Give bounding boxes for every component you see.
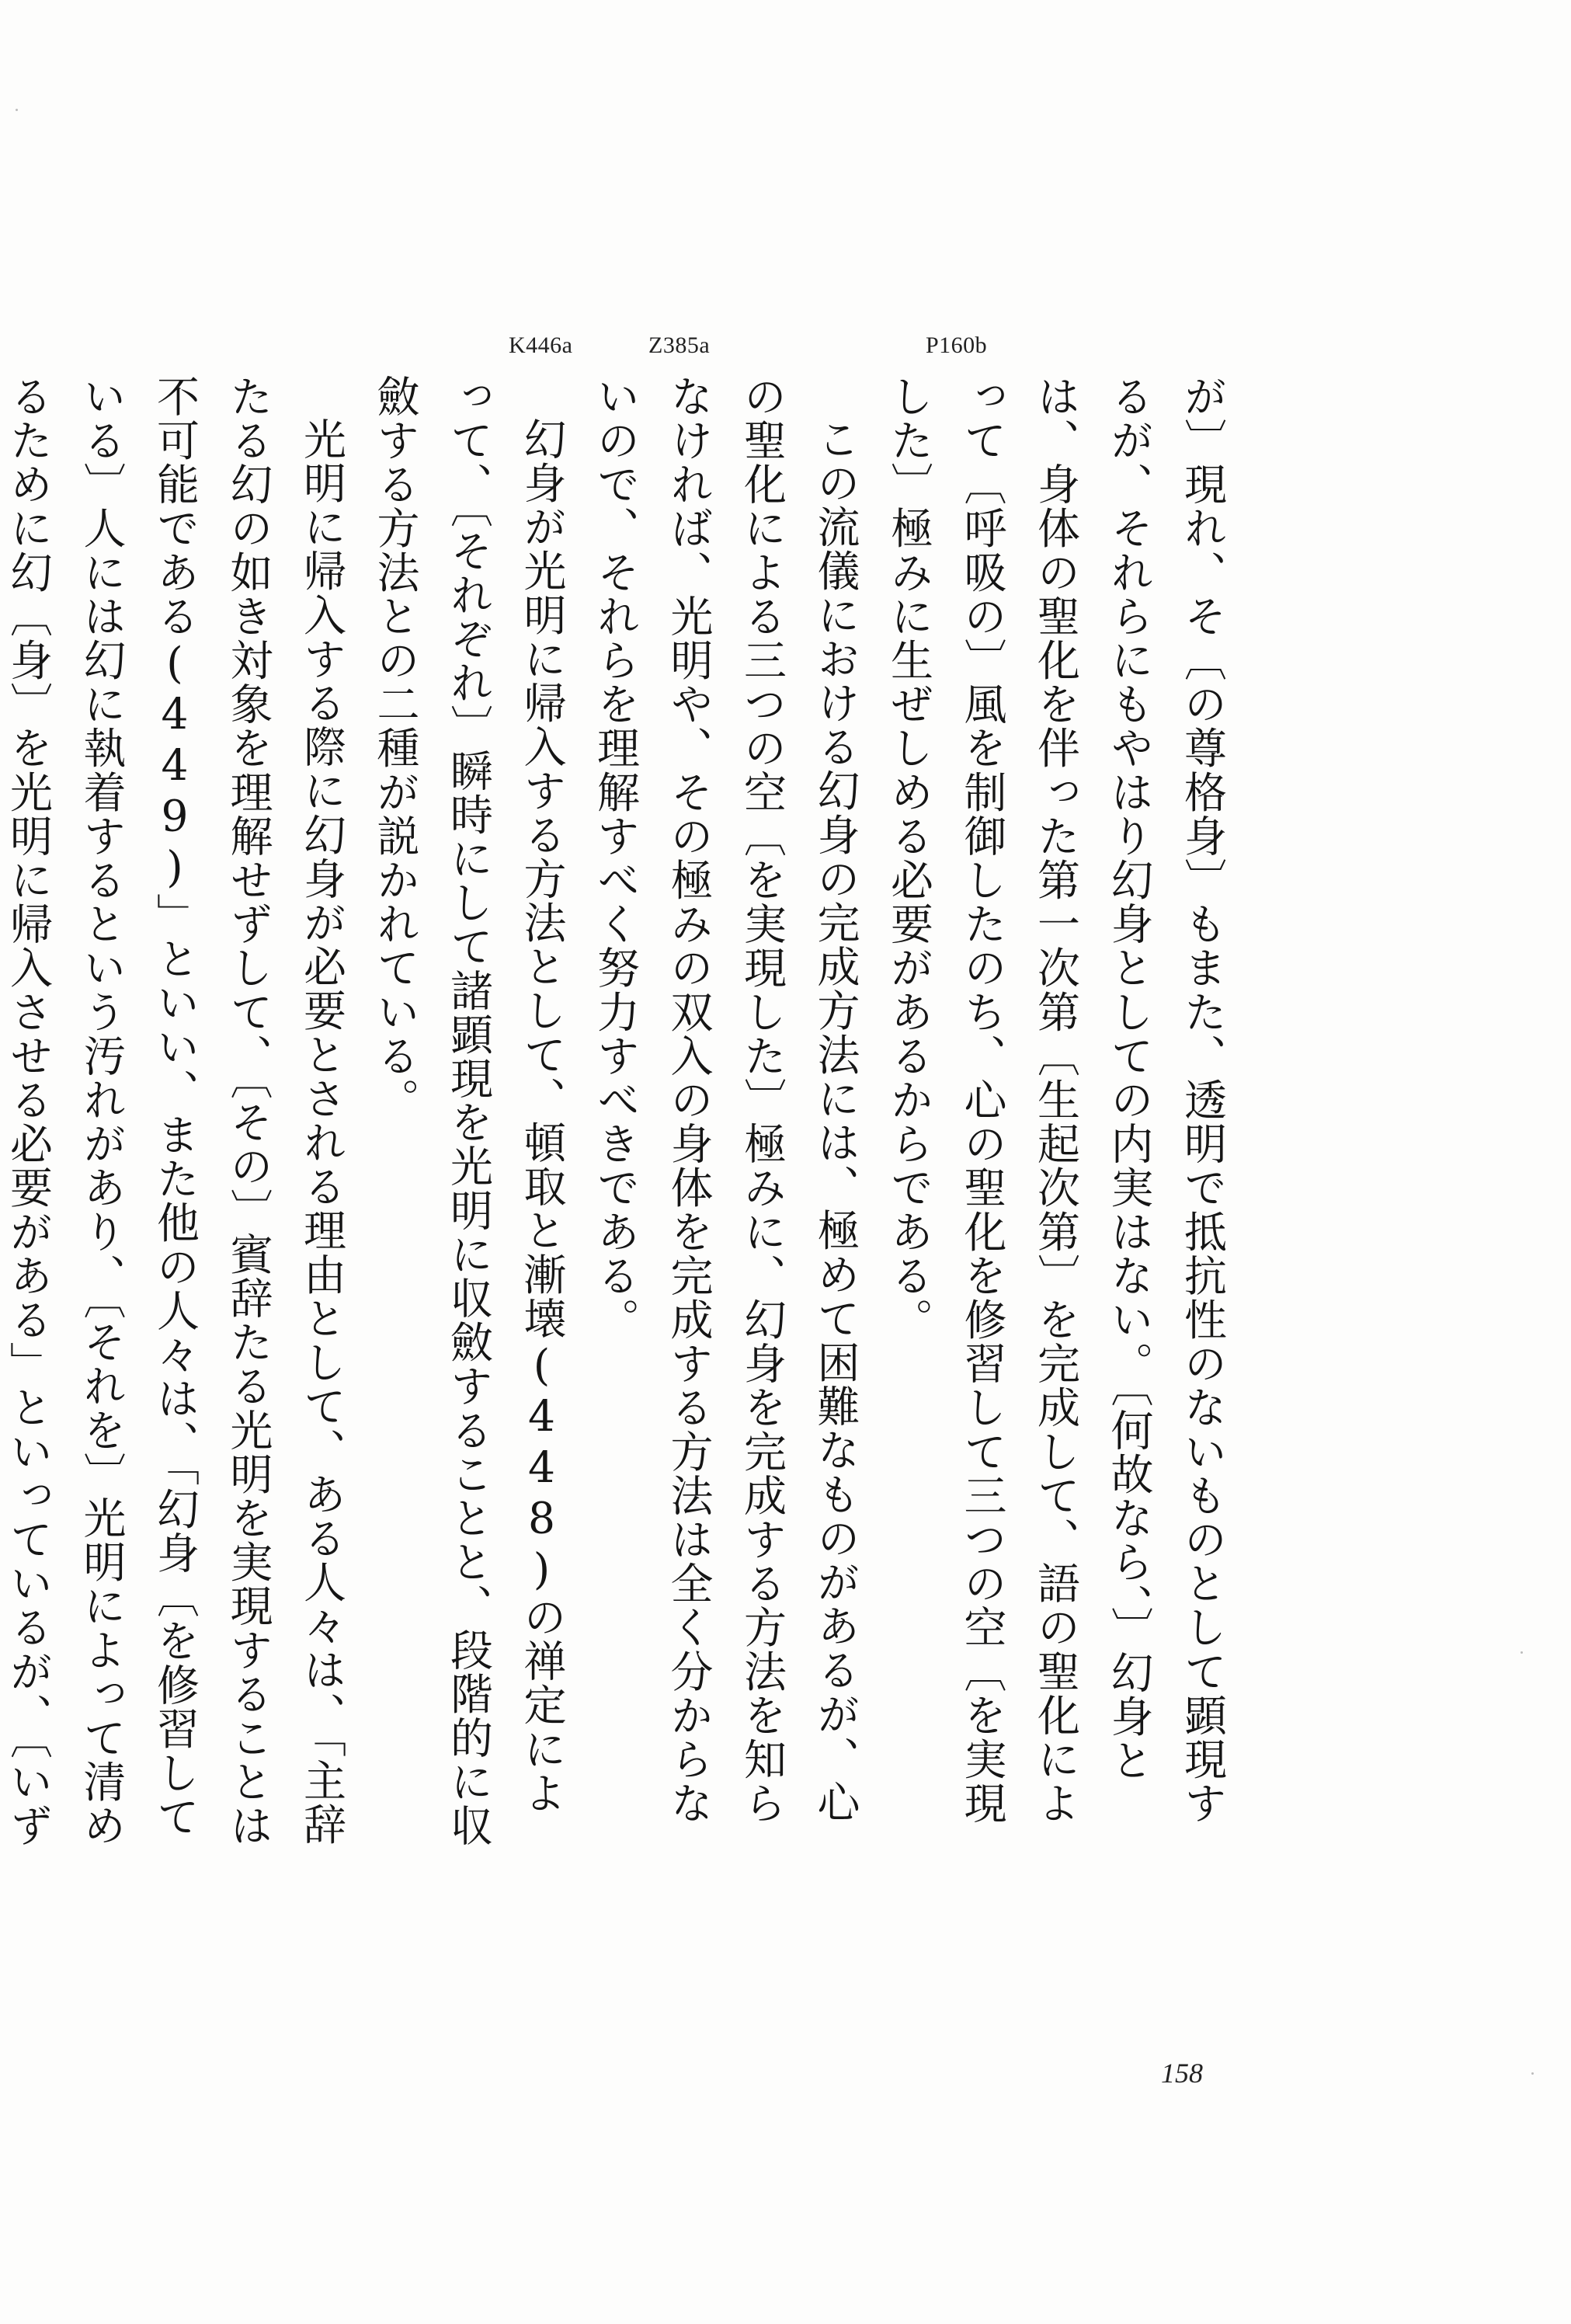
paragraph: この流儀における幻身の完成方法には、極めて困難なものがあるが、心の聖化による三つの空〔を実現した〕極みに、幻身を完成する方法を知らなければ、光明や、その極みの双入の身体を完成する方法は全く分からないので、それらを理解すべく努力すべきである。: [590, 374, 860, 1825]
margin-reference-z: Z385a: [648, 332, 711, 358]
scan-speck: [16, 109, 18, 111]
scan-speck: [1531, 2072, 1534, 2075]
paragraph: 幻身が光明に帰入する方法として、頓取と漸壊(448)の禅定によって、〔それぞれ〕瞬時にして諸顕現を光明に収斂することと、段階的に収斂する方法との二種が説かれている。: [370, 374, 567, 1848]
body-text: [3, 374, 1239, 1850]
paragraph-continued: が〕現れ、そ〔の尊格身〕もまた、透明で抵抗性のないものとして顕現するが、それらにもやはり幻身としての内実はない。〔何故なら、〕幻身とは、身体の聖化を伴った第一次第〔生起次第〕を完成して、語の聖化によって〔呼吸の〕風を制御したのち、心の聖化を修習して三つの空〔を実現した〕極みに生ぜしめる必要があるからである。: [884, 374, 1227, 1825]
scan-speck: [1521, 1651, 1523, 1654]
paragraph: 光明に帰入する際に幻身が必要とされる理由として、ある人々は、「主辞たる幻の如き対象を理解せずして、〔その〕賓辞たる光明を実現することは不可能である(449)」といい、また他の人々は、「幻身〔を修習している〕人には幻に執着するという汚れがあり、〔それを〕光明によって清めるために幻〔身〕を光明に帰入させる必要がある」といっているが、〔いず: [3, 374, 346, 1848]
page-number: 158: [1161, 2058, 1203, 2089]
margin-reference-p: P160b: [926, 332, 988, 358]
margin-reference-k: K446a: [509, 332, 573, 358]
